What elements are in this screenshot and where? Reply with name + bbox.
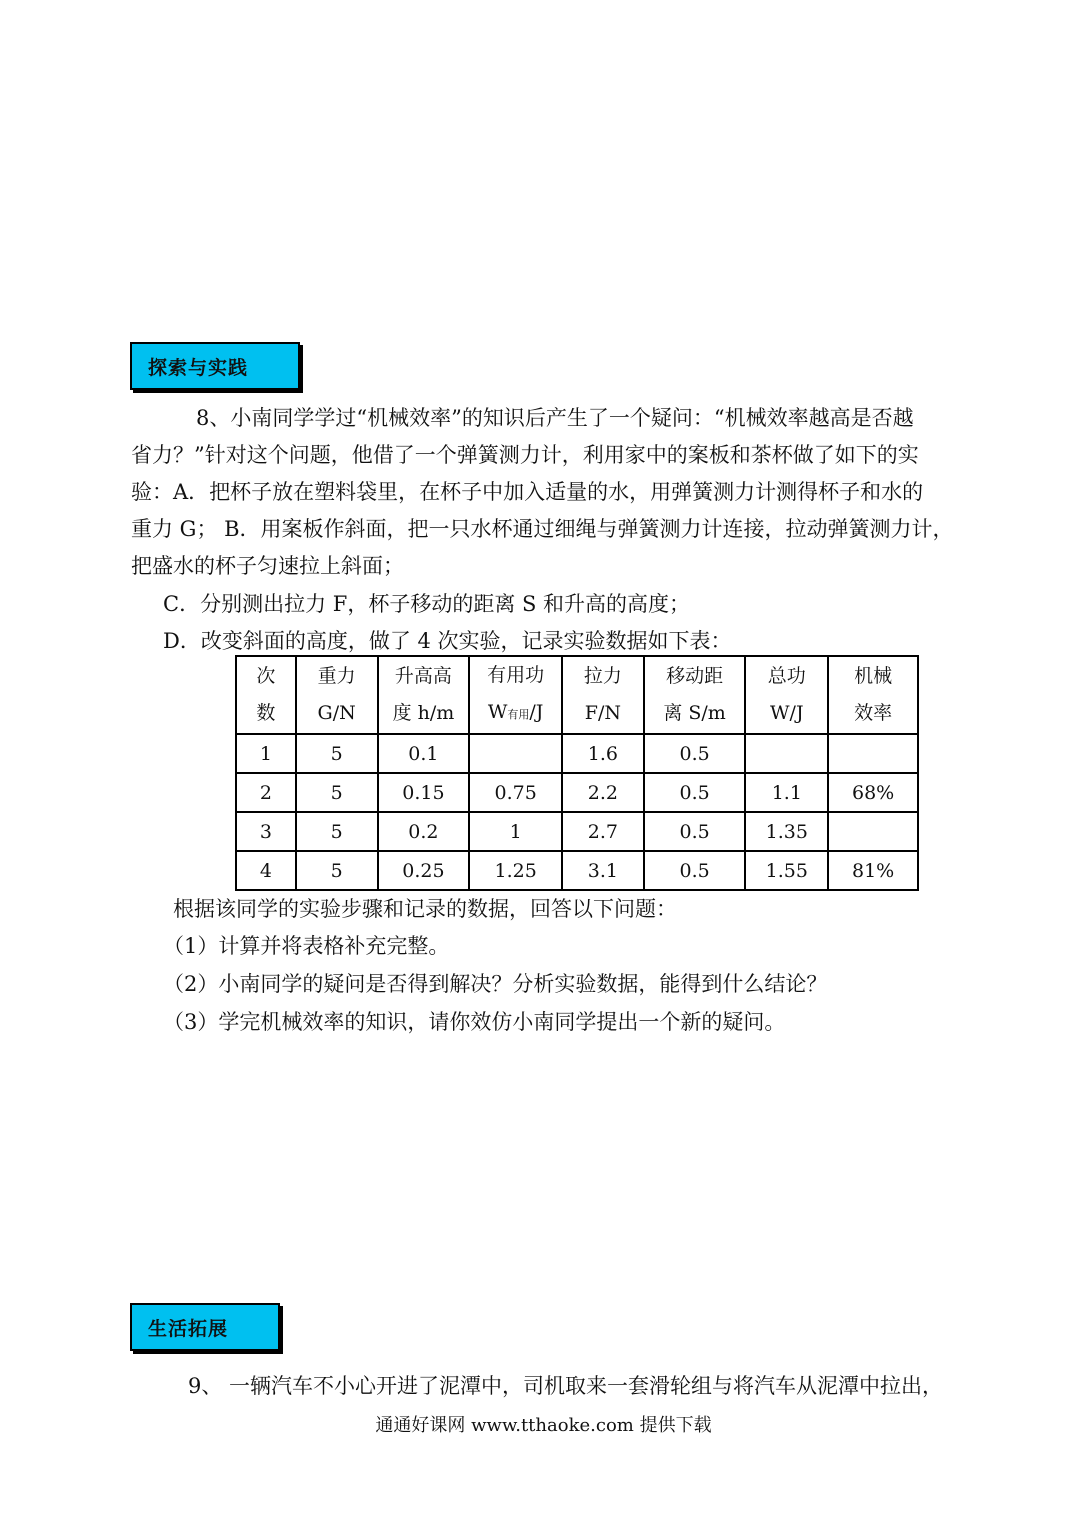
table-cell: 1.25 — [469, 851, 562, 890]
table-cell: 3 — [236, 812, 296, 851]
table-cell: 0.5 — [644, 812, 746, 851]
table-cell: 5 — [296, 851, 378, 890]
table-cell: 0.25 — [378, 851, 470, 890]
table-cell: 1 — [469, 812, 562, 851]
table-cell: 68% — [828, 773, 918, 812]
table-cell — [828, 734, 918, 773]
table-cell: 2 — [236, 773, 296, 812]
page-footer: 通通好课网 www.tthaoke.com 提供下载 — [375, 1415, 712, 1436]
section-title: 探索与实践 — [148, 356, 249, 379]
question-8-line-2: 省力？”针对这个问题，他借了一个弹簧测力计，利用家中的案板和茶杯做了如下的实 — [131, 443, 919, 467]
table-cell: 1.55 — [745, 851, 828, 890]
question-8-line-3: 验：A．把杯子放在塑料袋里，在杯子中加入适量的水，用弹簧测力计测得杯子和水的 — [131, 480, 924, 504]
section-header-explore-practice — [130, 342, 300, 390]
table-cell — [828, 812, 918, 851]
table-cell: 2.2 — [562, 773, 644, 812]
table-row — [236, 851, 918, 890]
table-cell: 5 — [296, 812, 378, 851]
table-cell: 0.5 — [644, 734, 746, 773]
table-cell: 0.1 — [378, 734, 470, 773]
header-cell-total-work: 总功 W/J — [745, 656, 828, 734]
table-cell: 0.5 — [644, 851, 746, 890]
table-header-row — [236, 656, 918, 734]
sub-question-3: （3）学完机械效率的知识，请你效仿小南同学提出一个新的疑问。 — [163, 1010, 786, 1034]
table-cell: 1.1 — [745, 773, 828, 812]
table-cell: 0.2 — [378, 812, 470, 851]
table-cell — [745, 734, 828, 773]
section-header-life-extension — [130, 1303, 280, 1351]
table-cell: 0.15 — [378, 773, 470, 812]
table-cell: 81% — [828, 851, 918, 890]
header-cell-useful-work: 有用功 W有用/J — [469, 656, 562, 734]
header-cell-count: 次 数 — [236, 656, 296, 734]
table-cell: 3.1 — [562, 851, 644, 890]
table-cell: 0.5 — [644, 773, 746, 812]
table-cell — [469, 734, 562, 773]
sub-question-2: （2）小南同学的疑问是否得到解决？分析实验数据，能得到什么结论？ — [163, 972, 828, 996]
table-cell: 0.75 — [469, 773, 562, 812]
answer-intro: 根据该同学的实验步骤和记录的数据，回答以下问题： — [173, 897, 677, 921]
header-cell-height: 升高高 度 h/m — [378, 656, 470, 734]
question-8-line-4: 重力 G； B．用案板作斜面，把一只水杯通过细绳与弹簧测力计连接，拉动弹簧测力计， — [131, 517, 954, 541]
table-cell: 5 — [296, 734, 378, 773]
sub-question-1: （1）计算并将表格补充完整。 — [163, 934, 450, 958]
table-row — [236, 812, 918, 851]
table-cell: 2.7 — [562, 812, 644, 851]
header-cell-distance: 移动距 离 S/m — [644, 656, 746, 734]
question-9-line-1: 9、 一辆汽车不小心开进了泥潭中，司机取来一套滑轮组与将汽车从泥潭中拉出， — [188, 1374, 944, 1398]
section-title: 生活拓展 — [148, 1317, 229, 1340]
header-cell-pull-force: 拉力 F/N — [562, 656, 644, 734]
header-cell-efficiency: 机械 效率 — [828, 656, 918, 734]
table-cell: 1.6 — [562, 734, 644, 773]
question-8-step-c: C．分别测出拉力 F，杯子移动的距离 S 和升高的高度； — [163, 592, 691, 616]
question-8-line-1: 8、小南同学学过“机械效率”的知识后产生了一个疑问：“机械效率越高是否越 — [196, 406, 914, 430]
table-row — [236, 773, 918, 812]
table-row — [236, 734, 918, 773]
table-cell: 4 — [236, 851, 296, 890]
experiment-data-table — [235, 655, 919, 891]
table-cell: 5 — [296, 773, 378, 812]
table-cell: 1 — [236, 734, 296, 773]
question-8-step-d: D．改变斜面的高度，做了 4 次实验，记录实验数据如下表： — [163, 629, 732, 653]
table-cell: 1.35 — [745, 812, 828, 851]
question-8-line-5: 把盛水的杯子匀速拉上斜面； — [131, 554, 404, 578]
header-cell-gravity: 重力 G/N — [296, 656, 378, 734]
